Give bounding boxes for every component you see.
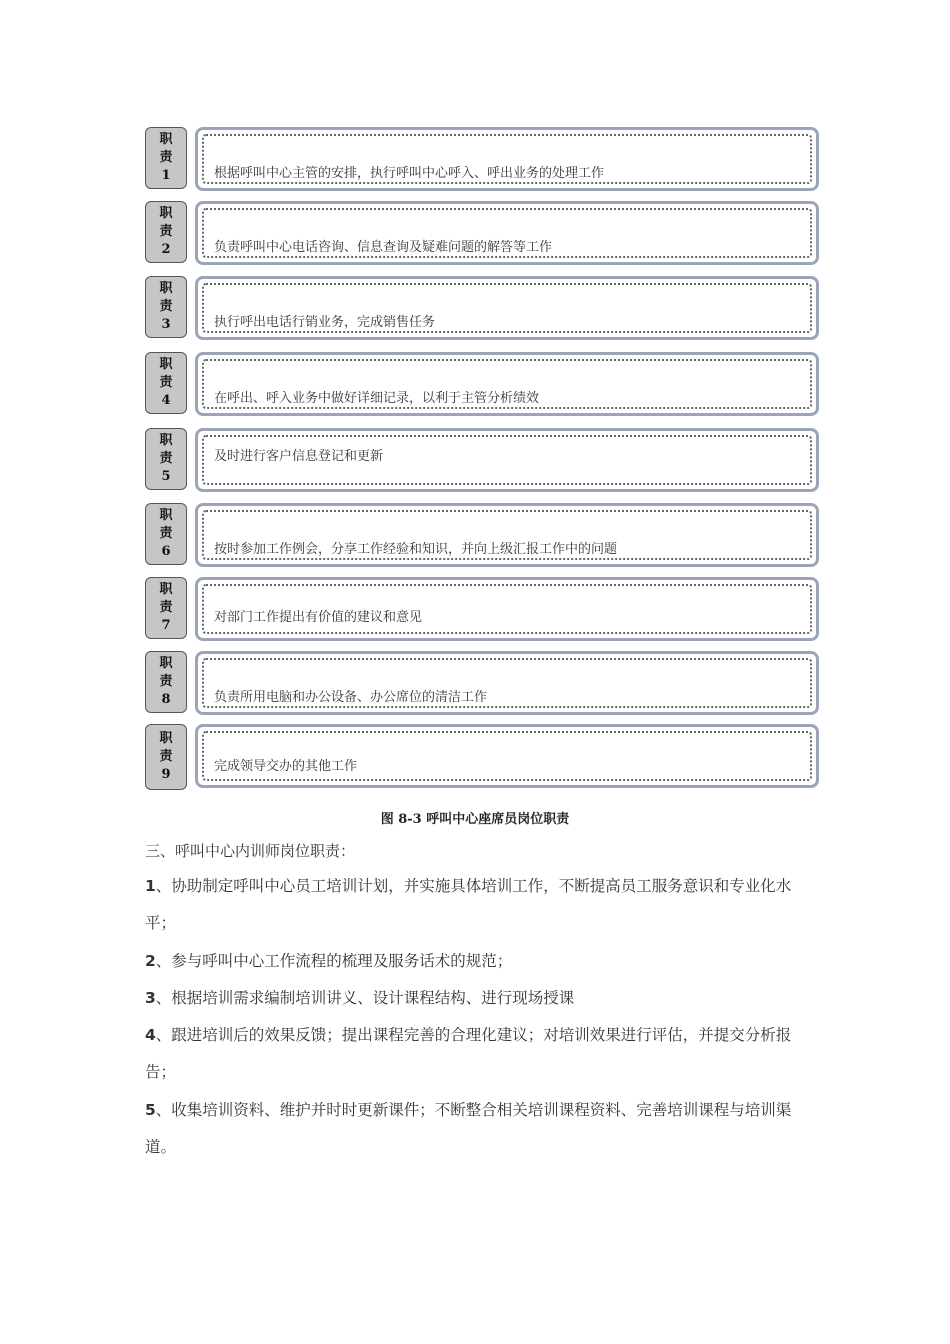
duty-box-5	[195, 428, 819, 492]
list-item-number: 2	[145, 952, 156, 970]
duty-label-char: 责	[159, 749, 173, 764]
duty-text-9: 完成领导交办的其他工作	[214, 759, 358, 774]
duty-label-char: 职	[159, 582, 173, 597]
duty-label-char: 责	[159, 674, 173, 689]
duty-row-9	[145, 724, 819, 788]
duty-label-char: 职	[159, 508, 173, 523]
duty-box-4	[195, 352, 819, 416]
duty-label-char: 职	[159, 656, 173, 671]
duty-label-9	[145, 724, 187, 790]
duty-box-9	[195, 724, 819, 788]
duty-text-3: 执行呼出电话行销业务，完成销售任务	[214, 315, 436, 330]
duty-row-6	[145, 503, 819, 567]
duty-box-6	[195, 503, 819, 567]
duty-row-4	[145, 352, 819, 416]
duty-label-char: 职	[159, 433, 173, 448]
duty-label-char: 责	[159, 451, 173, 466]
duty-box-8	[195, 651, 819, 715]
duty-text-4: 在呼出、呼入业务中做好详细记录，以利于主管分析绩效	[214, 391, 540, 406]
duty-label-5	[145, 428, 187, 490]
duty-text-1: 根据呼叫中心主管的安排，执行呼叫中心呼入、呼出业务的处理工作	[214, 166, 605, 181]
list-item-2	[145, 943, 820, 980]
duty-label-char: 责	[159, 299, 173, 314]
duty-label-number: 9	[161, 767, 171, 782]
duty-label-char: 责	[159, 150, 173, 165]
section-heading: 三、呼叫中心内训师岗位职责：	[145, 842, 356, 860]
duty-label-1	[145, 127, 187, 189]
duty-label-8	[145, 651, 187, 713]
duty-row-7	[145, 577, 819, 641]
list-item-4	[145, 1017, 820, 1091]
duty-text-8: 负责所用电脑和办公设备、办公席位的清洁工作	[214, 690, 488, 705]
duty-label-char: 责	[159, 600, 173, 615]
duty-text-2: 负责呼叫中心电话咨询、信息查询及疑难问题的解答等工作	[214, 240, 553, 255]
list-item-1	[145, 868, 820, 942]
duty-label-number: 1	[161, 168, 171, 183]
duty-label-number: 3	[161, 317, 171, 332]
duty-text-5: 及时进行客户信息登记和更新	[214, 449, 384, 464]
list-item-number: 3	[145, 989, 156, 1007]
duty-row-1	[145, 127, 819, 191]
duty-row-5	[145, 428, 819, 492]
duty-label-char: 职	[159, 357, 173, 372]
list-item-number: 1	[145, 877, 156, 895]
duty-label-7	[145, 577, 187, 639]
duty-box-3	[195, 276, 819, 340]
duty-text-7: 对部门工作提出有价值的建议和意见	[214, 610, 423, 625]
duty-box-2	[195, 201, 819, 265]
list-item-text: 、参与呼叫中心工作流程的梳理及服务话术的规范；	[155, 952, 513, 970]
duty-label-char: 职	[159, 206, 173, 221]
list-item-text: 、协助制定呼叫中心员工培训计划，并实施具体培训工作，不断提高员工服务意识和专业化水平；	[145, 877, 792, 932]
list-item-text: 、收集培训资料、维护并时时更新课件；不断整合相关培训课程资料、完善培训课程与培训渠道。	[145, 1101, 792, 1156]
duty-label-char: 责	[159, 224, 173, 239]
duty-label-char: 责	[159, 375, 173, 390]
list-item-number: 4	[145, 1026, 156, 1044]
duty-label-char: 职	[159, 731, 173, 746]
list-item-number: 5	[145, 1101, 156, 1119]
duty-label-3	[145, 276, 187, 338]
duty-label-char: 责	[159, 526, 173, 541]
duty-label-number: 6	[161, 544, 171, 559]
duty-box-1	[195, 127, 819, 191]
duty-label-char: 职	[159, 132, 173, 147]
duty-row-2	[145, 201, 819, 265]
duty-box-7	[195, 577, 819, 641]
duty-label-number: 7	[161, 618, 171, 633]
list-item-text: 、根据培训需求编制培训讲义、设计课程结构、进行现场授课	[155, 989, 575, 1007]
duty-label-2	[145, 201, 187, 263]
duty-label-number: 2	[161, 242, 171, 257]
list-item-5	[145, 1092, 820, 1166]
figure-caption: 图 8-3 呼叫中心座席员岗位职责	[380, 812, 570, 827]
duty-label-number: 4	[161, 393, 171, 408]
duty-row-3	[145, 276, 819, 340]
duty-label-4	[145, 352, 187, 414]
duty-label-6	[145, 503, 187, 565]
duty-label-number: 8	[161, 692, 171, 707]
duty-row-8	[145, 651, 819, 715]
duty-label-number: 5	[161, 469, 171, 484]
list-item-3	[145, 980, 820, 1017]
duty-text-6: 按时参加工作例会，分享工作经验和知识，并向上级汇报工作中的问题	[214, 542, 618, 557]
list-item-text: 、跟进培训后的效果反馈；提出课程完善的合理化建议；对培训效果进行评估，并提交分析报告；	[145, 1026, 792, 1081]
duty-label-char: 职	[159, 281, 173, 296]
